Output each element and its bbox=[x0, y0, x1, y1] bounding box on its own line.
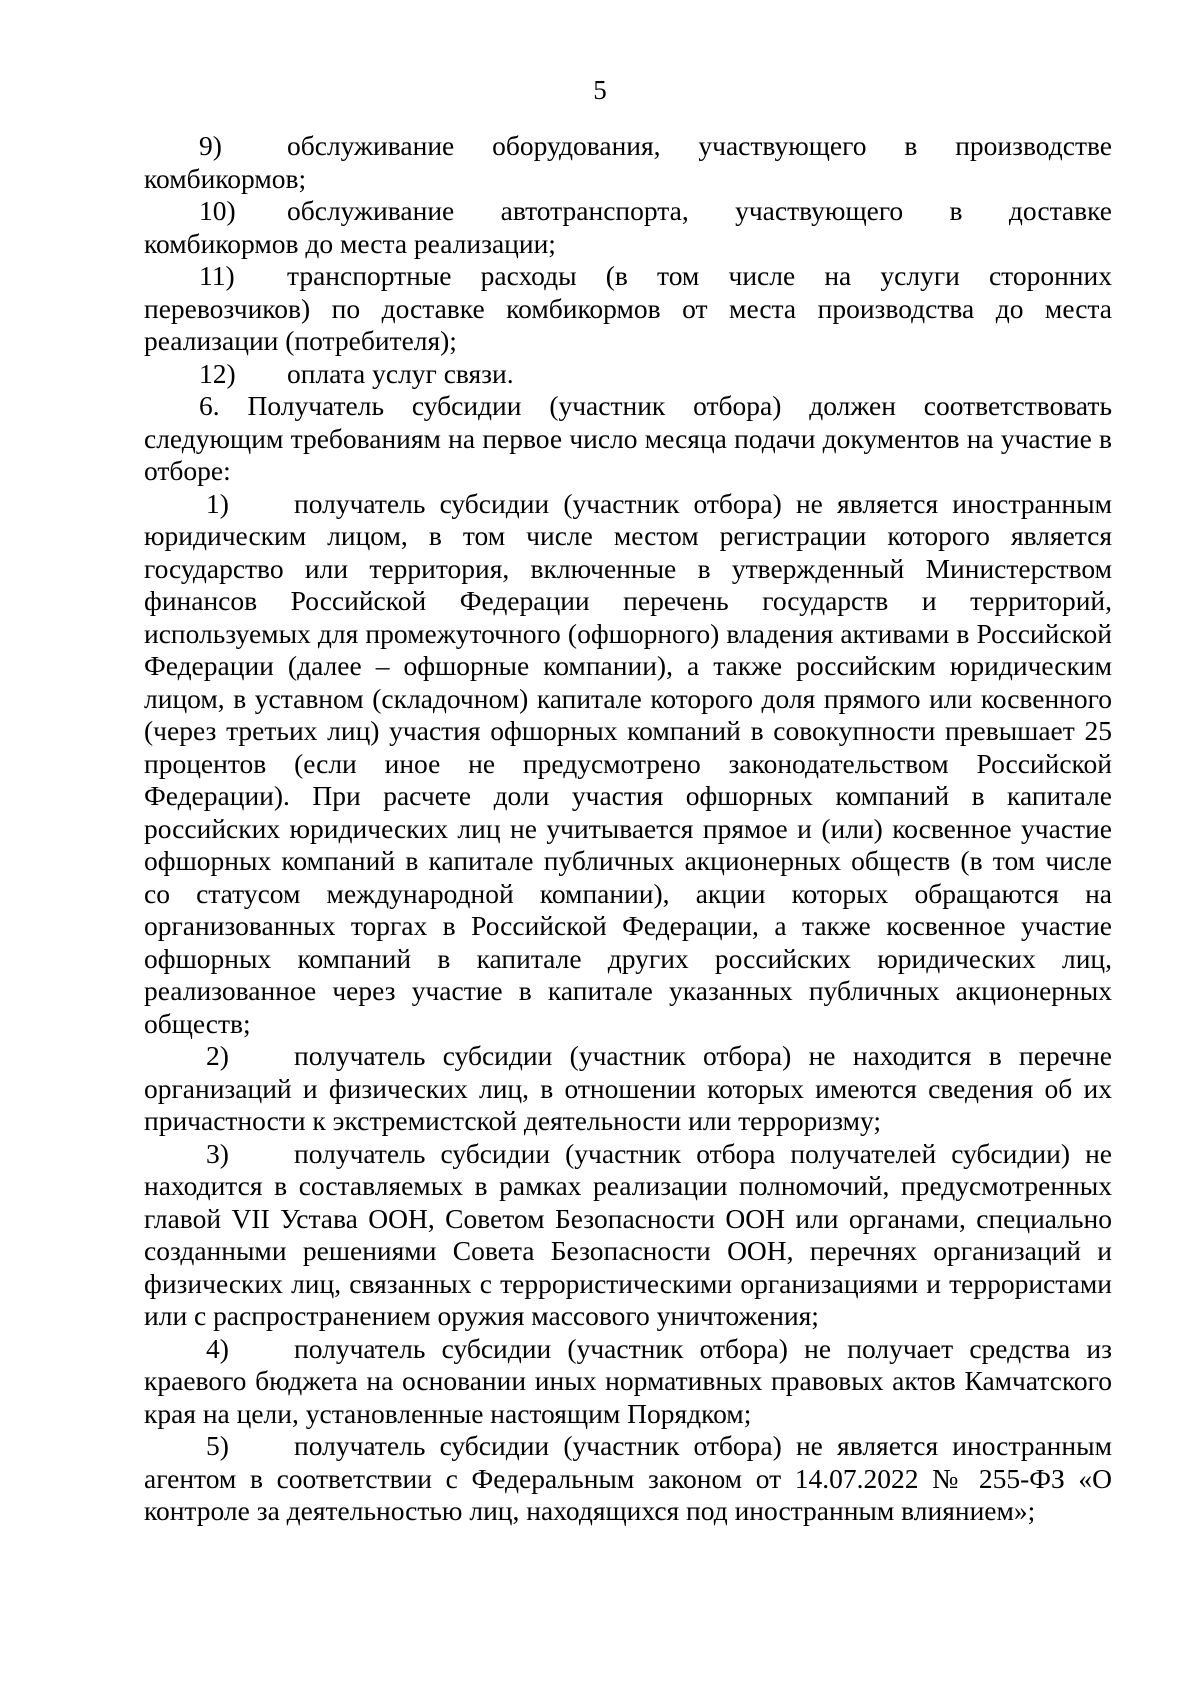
list-item-text: получатель субсидии (участник отбора) не получает средства из краевого бюджета на основании иных нормативных правовых актов Камчатского края на цели, установленные настоящим Порядком; bbox=[144, 1332, 1112, 1429]
clause-6: 6. Получатель субсидии (участник отбора) должен соответствовать следующим требованиям на первое число месяца подачи документов на участие в отборе: bbox=[144, 390, 1112, 486]
list-item-number: 10) bbox=[199, 195, 236, 226]
list-item-text: получатель субсидии (участник отбора) не является иностранным агентом в соответствии с Федеральным законом от 14.07.2022 № 255-ФЗ «О контроле за деятельностью лиц, находящихся под иностранным влиянием»; bbox=[144, 1430, 1112, 1526]
list-item-number: 5) bbox=[206, 1430, 229, 1461]
requirement-2 bbox=[144, 1040, 1112, 1138]
list-item-number: 9) bbox=[199, 130, 222, 161]
requirement-3 bbox=[144, 1138, 1112, 1333]
page-number: 5 bbox=[593, 75, 607, 105]
list-item-text: получатель субсидии (участник отбора) не является иностранным юридическим лицом, в том числе местом регистрации которого является государство или территория, включенные в утвержденный Министерством финансов Российской Федерации перечень государств и территорий, используемых для промежуточного (офшорного) владения активами в Российской Федерации (далее – офшорные компании), а также российским юридическим лицом, в уставном (складочном) капитале которого доля прямого или косвенного (через третьих лиц) участия офшорных компаний в совокупности превышает 25 процентов (если иное не предусмотрено законодательством Российской Федерации). При расчете доли участия офшорных компаний в капитале российских юридических лиц не учитывается прямое и (или) косвенное участие офшорных компаний в капитале публичных акционерных обществ (в том числе со статусом международной компании), акции которых обращаются на организованных торгах в Российской Федерации, а также косвенное участие офшорных компаний в капитале других российских юридических лиц, реализованное через участие в капитале указанных публичных акционерных обществ; bbox=[144, 487, 1112, 1039]
list-item-text: оплата услуг связи. bbox=[287, 357, 514, 389]
list-item-text: получатель субсидии (участник отбора) не находится в перечне организаций и физических лиц, в отношении которых имеются сведения об их причастности к экстремистской деятельности или терроризму; bbox=[144, 1040, 1112, 1136]
list-item-11 bbox=[144, 260, 1112, 358]
list-item-number: 11) bbox=[199, 260, 235, 291]
document-body bbox=[144, 130, 1112, 1528]
requirement-1 bbox=[144, 488, 1112, 1041]
list-item-number: 1) bbox=[206, 487, 229, 519]
list-item-number: 12) bbox=[199, 357, 236, 389]
list-item-number: 2) bbox=[206, 1040, 229, 1071]
list-item-number: 3) bbox=[206, 1137, 229, 1169]
list-item-text: транспортные расходы (в том числе на услуги сторонних перевозчиков) по доставке комбикормов от места производства до места реализации (потребителя); bbox=[144, 260, 1112, 356]
requirement-5 bbox=[144, 1430, 1112, 1528]
list-item-text: обслуживание автотранспорта, участвующего в доставке комбикормов до места реализации; bbox=[144, 195, 1112, 259]
list-item-10 bbox=[144, 195, 1112, 260]
list-item-12 bbox=[144, 358, 1112, 391]
list-item-number: 4) bbox=[206, 1332, 229, 1364]
list-item-text: обслуживание оборудования, участвующего в производстве комбикормов; bbox=[144, 130, 1112, 194]
list-item-9 bbox=[144, 130, 1112, 195]
list-item-text: получатель субсидии (участник отбора получателей субсидии) не находится в составляемых в рамках реализации полномочий, предусмотренных главой VII Устава ООН, Советом Безопасности ООН или органами, специально созданными решениями Совета Безопасности ООН, перечнях организаций и физических лиц, связанных с террористическими организациями и террористами или с распространением оружия массового уничтожения; bbox=[144, 1137, 1112, 1331]
requirement-4 bbox=[144, 1333, 1112, 1431]
